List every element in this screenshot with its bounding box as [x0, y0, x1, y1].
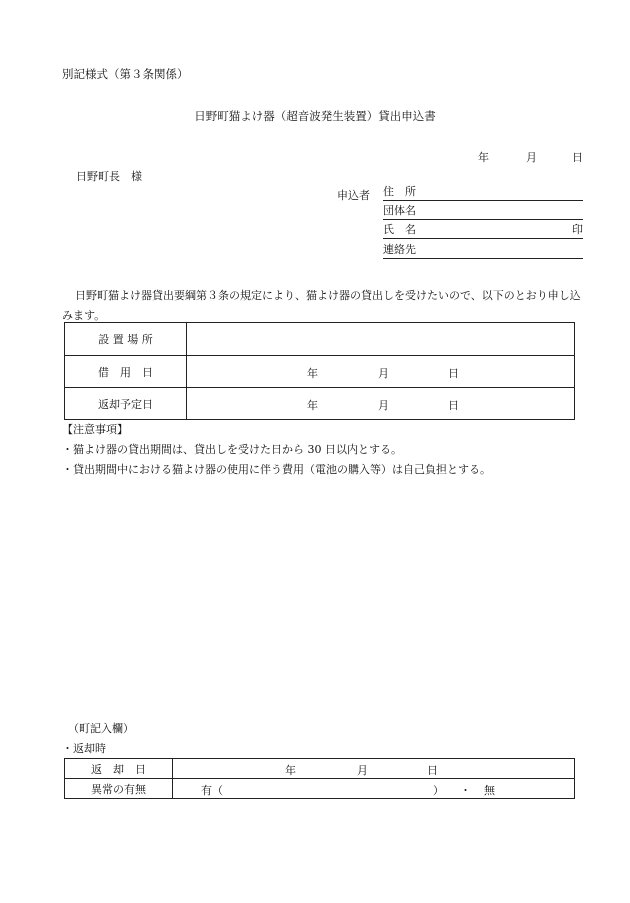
- note-item: ・猫よけ器の貸出期間は、貸出しを受けた日から 30 日以内とする。: [62, 443, 402, 456]
- organization-label: 団体名: [383, 204, 416, 217]
- return-month-label: 月: [378, 398, 389, 412]
- abnormality-label: 異常の有無: [65, 779, 173, 799]
- table-row: [65, 388, 575, 420]
- table-row: [65, 356, 575, 388]
- installation-place-label: 設 置 場 所: [65, 323, 187, 356]
- date-year-label: 年: [478, 151, 489, 164]
- table-row: [65, 779, 575, 799]
- table-row: [65, 323, 575, 356]
- borrow-date-input[interactable]: [187, 356, 575, 388]
- borrow-date-label: 借 用 日: [65, 356, 187, 388]
- abnormality-yes-close: ）: [433, 783, 444, 797]
- returned-year-label: 年: [285, 763, 296, 777]
- returned-month-label: 月: [357, 763, 368, 777]
- borrow-month-label: 月: [378, 366, 389, 380]
- return-record-table: [64, 758, 575, 799]
- contact-field[interactable]: [383, 243, 583, 259]
- abnormality-yes-open: 有（: [201, 783, 223, 797]
- loan-details-table: [64, 322, 575, 420]
- document-title: 日野町猫よけ器（超音波発生装置）貸出申込書: [194, 109, 436, 123]
- abnormality-no: 無: [484, 783, 495, 797]
- borrow-year-label: 年: [307, 366, 318, 380]
- date-month-label: 月: [526, 151, 537, 164]
- name-field[interactable]: [383, 223, 583, 239]
- return-year-label: 年: [307, 398, 318, 412]
- contact-label: 連絡先: [383, 243, 416, 256]
- returned-date-input[interactable]: [173, 759, 575, 779]
- address-label: 住 所: [383, 185, 416, 198]
- date-day-label: 日: [572, 151, 583, 164]
- application-statement: 日野町猫よけ器貸出要綱第３条の規定により、猫よけ器の貸出しを受けたいので、以下のとおり申し込みます。: [62, 289, 581, 322]
- address-field[interactable]: [383, 185, 583, 201]
- returned-date-label: 返 却 日: [65, 759, 173, 779]
- name-label: 氏 名: [383, 223, 416, 236]
- returned-day-label: 日: [427, 763, 438, 777]
- abnormality-input[interactable]: [173, 779, 575, 799]
- applicant-label: 申込者: [337, 189, 370, 202]
- form-reference: 別記様式（第３条関係）: [62, 67, 189, 81]
- on-return-label: ・返却時: [62, 742, 106, 755]
- planned-return-date-label: 返却予定日: [65, 388, 187, 420]
- borrow-day-label: 日: [448, 366, 459, 380]
- organization-field[interactable]: [383, 204, 583, 220]
- installation-place-input[interactable]: [187, 323, 575, 356]
- addressee: 日野町長 様: [76, 170, 142, 183]
- table-row: [65, 759, 575, 779]
- seal-mark: 印: [572, 223, 583, 236]
- separator-dot: ・: [460, 783, 471, 797]
- notes-title: 【注意事項】: [62, 423, 128, 436]
- planned-return-date-input[interactable]: [187, 388, 575, 420]
- note-item: ・貸出期間中における猫よけ器の使用に伴う費用（電池の購入等）は自己負担とする。: [62, 463, 491, 476]
- office-use-title: （町記入欄）: [68, 722, 134, 735]
- return-day-label: 日: [448, 398, 459, 412]
